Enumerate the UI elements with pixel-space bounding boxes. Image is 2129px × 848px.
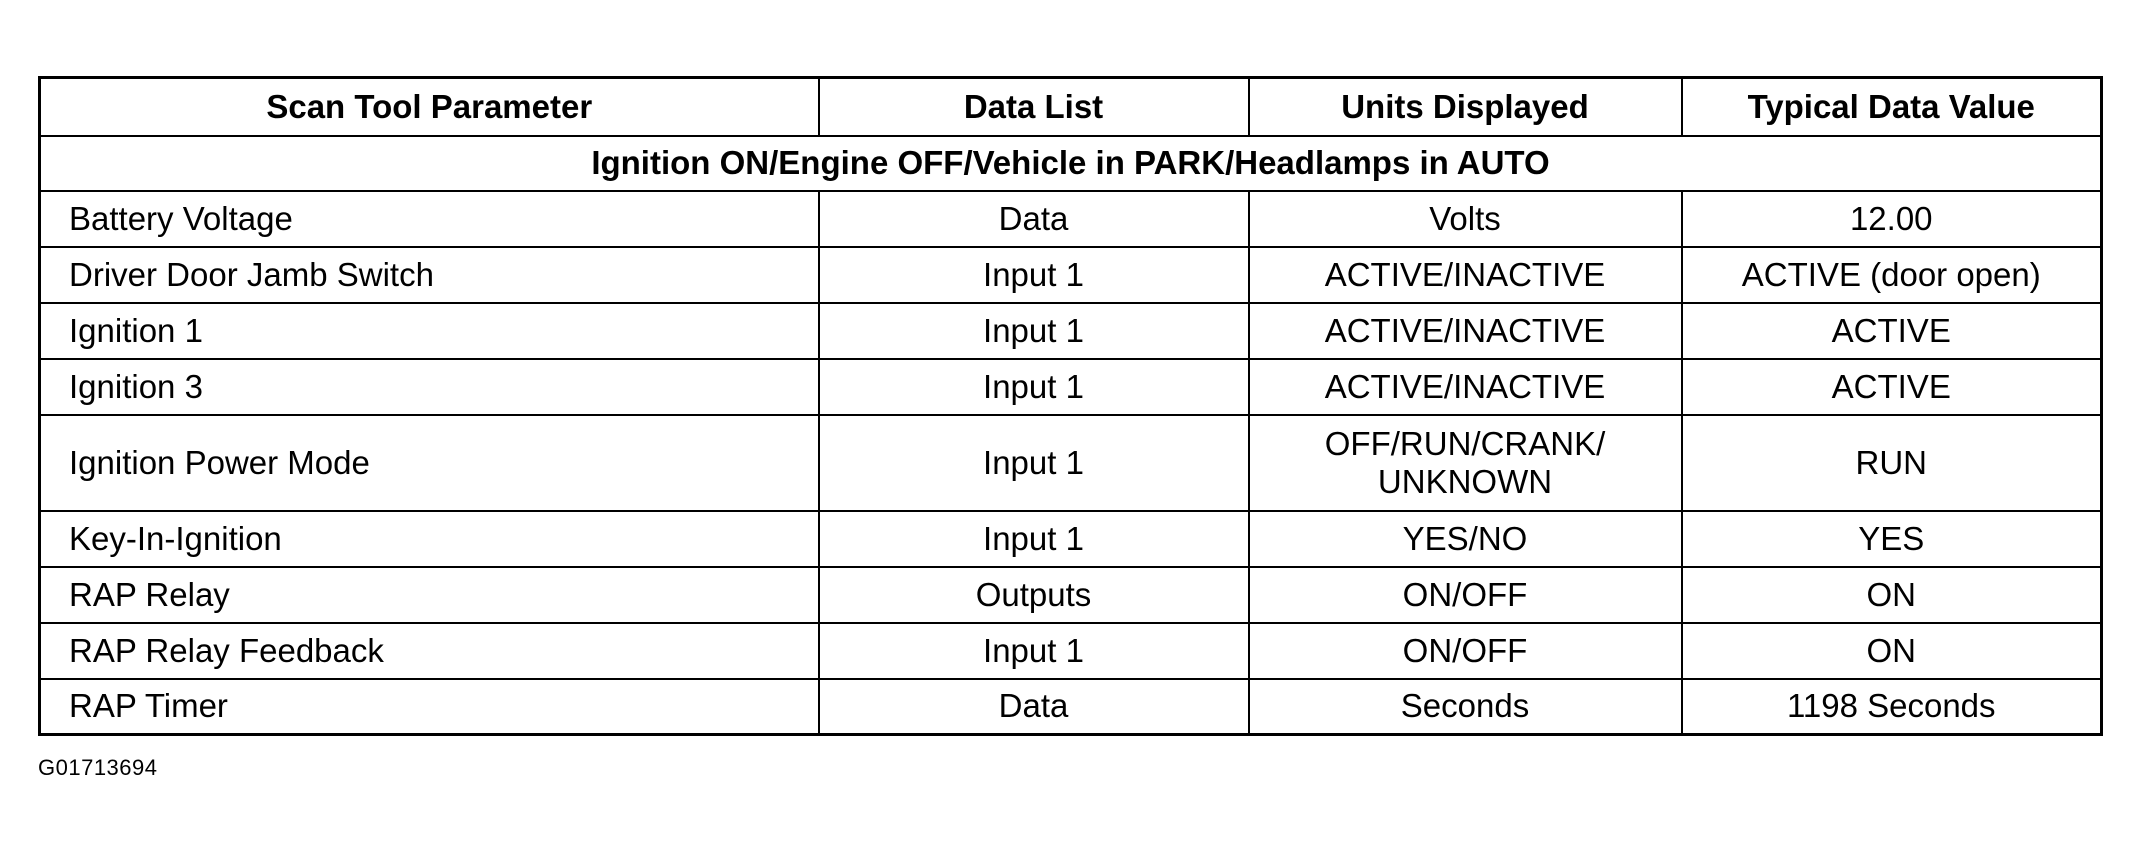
table-row — [40, 567, 2102, 623]
cell-data-list: Input 1 — [819, 359, 1249, 415]
cell-typical: ACTIVE (door open) — [1682, 247, 2102, 303]
cell-typical: YES — [1682, 511, 2102, 567]
cell-units: Seconds — [1249, 679, 1682, 735]
figure-id: G01713694 — [38, 755, 158, 780]
cell-data-list: Input 1 — [819, 511, 1249, 567]
units-line-2: UNKNOWN — [1377, 462, 1553, 500]
section-title: Ignition ON/Engine OFF/Vehicle in PARK/Headlamps in AUTO — [40, 136, 2102, 191]
cell-param: RAP Relay — [40, 567, 819, 623]
cell-data-list: Input 1 — [819, 303, 1249, 359]
table-row — [40, 359, 2102, 415]
table-row — [40, 191, 2102, 247]
table-row — [40, 303, 2102, 359]
cell-param: Ignition 1 — [40, 303, 819, 359]
header-typical-data-value: Typical Data Value — [1682, 78, 2102, 136]
cell-data-list: Data — [819, 191, 1249, 247]
cell-param: RAP Relay Feedback — [40, 623, 819, 679]
units-line-1: OFF/RUN/CRANK/ — [1324, 424, 1606, 462]
cell-param: RAP Timer — [40, 679, 819, 735]
cell-units: YES/NO — [1249, 511, 1682, 567]
cell-typical: 1198 Seconds — [1682, 679, 2102, 735]
table-row — [40, 679, 2102, 735]
section-row — [40, 136, 2102, 191]
cell-data-list: Input 1 — [819, 247, 1249, 303]
cell-typical: ACTIVE — [1682, 359, 2102, 415]
cell-units: ACTIVE/INACTIVE — [1249, 359, 1682, 415]
cell-typical: 12.00 — [1682, 191, 2102, 247]
cell-param: Ignition Power Mode — [40, 415, 819, 511]
cell-param: Ignition 3 — [40, 359, 819, 415]
cell-units — [1249, 415, 1682, 511]
scan-tool-data-table — [38, 76, 2103, 736]
cell-units: ON/OFF — [1249, 623, 1682, 679]
cell-units: ACTIVE/INACTIVE — [1249, 303, 1682, 359]
cell-data-list: Input 1 — [819, 415, 1249, 511]
table-row — [40, 247, 2102, 303]
cell-units: ON/OFF — [1249, 567, 1682, 623]
header-units-displayed: Units Displayed — [1249, 78, 1682, 136]
cell-typical: ON — [1682, 567, 2102, 623]
table-row — [40, 415, 2102, 511]
cell-data-list: Data — [819, 679, 1249, 735]
cell-param: Driver Door Jamb Switch — [40, 247, 819, 303]
cell-typical: ON — [1682, 623, 2102, 679]
cell-units: Volts — [1249, 191, 1682, 247]
table-header-row — [40, 78, 2102, 136]
cell-data-list: Input 1 — [819, 623, 1249, 679]
cell-param: Key-In-Ignition — [40, 511, 819, 567]
header-scan-tool-parameter: Scan Tool Parameter — [40, 78, 819, 136]
cell-units: ACTIVE/INACTIVE — [1249, 247, 1682, 303]
table-row — [40, 511, 2102, 567]
cell-data-list: Outputs — [819, 567, 1249, 623]
table-row — [40, 623, 2102, 679]
header-data-list: Data List — [819, 78, 1249, 136]
cell-typical: RUN — [1682, 415, 2102, 511]
cell-typical: ACTIVE — [1682, 303, 2102, 359]
cell-param: Battery Voltage — [40, 191, 819, 247]
